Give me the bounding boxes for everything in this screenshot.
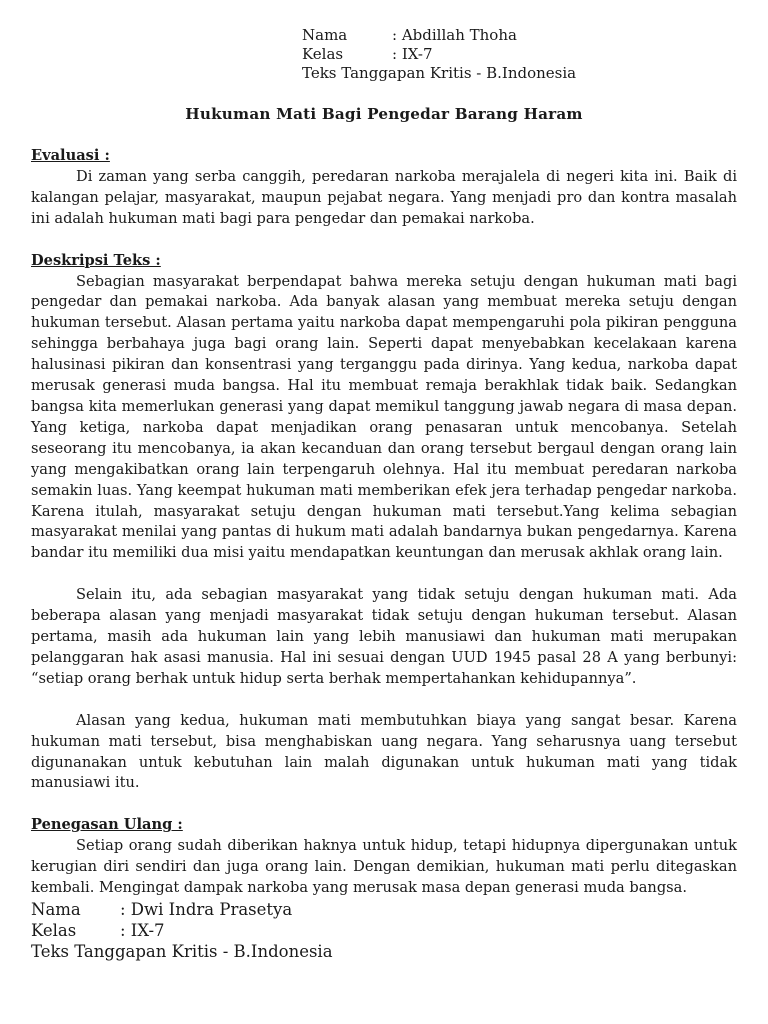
author-header: [302, 26, 576, 83]
deskripsi-paragraph-1: Sebagian masyarakat berpendapat bahwa mereka setuju dengan hukuman mati bagi pengedar dan pemakai narkoba. Ada banyak alasan yang membuat mereka setuju dengan hukuman tersebut. Alasan pertama yaitu narkoba dapat mempengaruhi pola pikiran pengguna sehingga berbahaya juga bagi orang lain. Seperti dapat menyebabkan kecelakaan karena halusinasi pikiran dan konsentrasi yang terganggu pada dirinya. Yang kedua, narkoba dapat merusak generasi muda bangsa. Hal itu membuat remaja berakhlak tidak baik. Sedangkan bangsa kita memerlukan generasi yang dapat memikul tanggung jawab negara di masa depan. Yang ketiga, narkoba dapat menjadikan orang penasaran untuk mencobanya. Setelah seseorang itu mencobanya, ia akan kecanduan dan orang tersebut bergaul dengan orang lain yang mengakibatkan orang lain terpengaruh olehnya. Hal itu membuat peredaran narkoba semakin luas. Yang keempat hukuman mati memberikan efek jera terhadap pengedar narkoba. Karena itulah, masyarakat setuju dengan hukuman mati tersebut.Yang kelima sebagian masyarakat menilai yang pantas di hukum mati adalah bandarnya bukan pengedarnya. Karena bandar itu memiliki dua misi yaitu mendapatkan keuntungan dan merusak akhlak orang lain.: [31, 272, 737, 562]
document-title: Hukuman Mati Bagi Pengedar Barang Haram: [185, 105, 583, 123]
deskripsi-paragraph-3: Alasan yang kedua, hukuman mati membutuhkan biaya yang sangat besar. Karena hukuman mati tersebut, bisa menghabiskan uang negara. Yang seharusnya uang tersebut digunanakan untuk kebutuhan lain malah digunakan untuk hukuman mati yang tidak manusiawi itu.: [31, 711, 737, 792]
author-footer: [31, 899, 737, 962]
footer-name-row: [31, 899, 737, 920]
footer-class-row: [31, 920, 737, 941]
evaluasi-heading: Evaluasi :: [31, 147, 110, 164]
footer-class-label: Kelas: [31, 921, 77, 940]
subject-line: Teks Tanggapan Kritis - B.Indonesia: [302, 64, 577, 82]
deskripsi-paragraph-2: Selain itu, ada sebagian masyarakat yang tidak setuju dengan hukuman mati. Ada beberapa alasan yang menjadi masyarakat tidak setuju dengan hukuman tersebut. Alasan pertama, masih ada hukuman lain yang lebih manusiawi dan hukuman mati merupakan pelanggaran hak asasi manusia. Hal ini sesuai dengan UUD 1945 pasal 28 A yang berbunyi: “setiap orang berhak untuk hidup serta berhak mempertahankan kehidupannya”.: [31, 586, 737, 687]
evaluasi-paragraph: Di zaman yang serba canggih, peredaran narkoba merajalela di negeri kita ini. Baik di kalangan pelajar, masyarakat, maupun pejabat negara. Yang menjadi pro dan kontra masalah ini adalah hukuman mati bagi para pengedar dan pemakai narkoba.: [31, 167, 737, 227]
class-value: : IX-7: [392, 45, 433, 63]
footer-name-value: : Dwi Indra Prasetya: [120, 900, 293, 919]
name-label: Nama: [302, 26, 348, 44]
footer-subject-line: Teks Tanggapan Kritis - B.Indonesia: [31, 942, 333, 961]
deskripsi-heading: Deskripsi Teks :: [31, 251, 161, 269]
name-value: : Abdillah Thoha: [392, 26, 517, 44]
class-label: Kelas: [302, 45, 344, 63]
footer-name-label: Nama: [31, 900, 81, 919]
class-row: [302, 45, 576, 64]
penegasan-heading: Penegasan Ulang :: [31, 816, 183, 834]
name-row: [302, 26, 576, 45]
footer-class-value: : IX-7: [120, 921, 165, 940]
penegasan-paragraph: Setiap orang sudah diberikan haknya untuk hidup, tetapi hidupnya dipergunakan untuk kerugian diri sendiri dan juga orang lain. Dengan demikian, hukuman mati perlu ditegaskan kembali. Mengingat dampak narkoba yang merusak masa depan generasi muda bangsa.: [31, 837, 737, 897]
document-body: [31, 146, 737, 962]
